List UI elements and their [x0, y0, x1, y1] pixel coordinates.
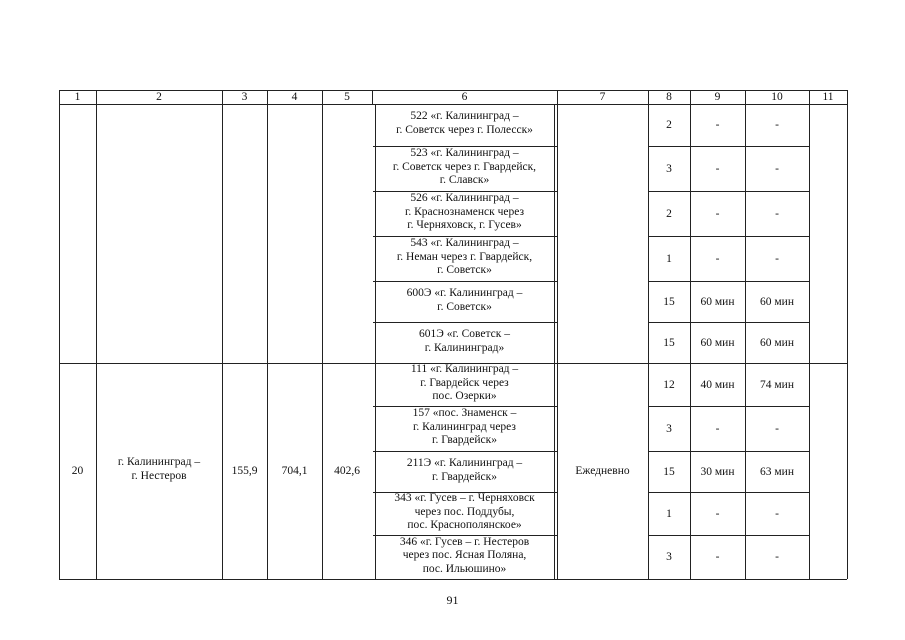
- section-name: г. Нестеров: [131, 470, 187, 482]
- route-name: пос. Ильюшино»: [422, 562, 507, 575]
- section-value-col5: 402,6: [334, 465, 360, 477]
- interval-weekday: 60 мин: [700, 336, 735, 349]
- route-name: г. Неман через г. Гвардейск,: [396, 250, 533, 263]
- column-header-8: 8: [666, 91, 672, 103]
- route-name: пос. Озерки»: [432, 390, 497, 403]
- trips-count: 3: [666, 551, 672, 563]
- interval-weekday: -: [715, 162, 720, 175]
- route-name: г. Гвардейск»: [432, 434, 497, 447]
- interval-weekend: 60 мин: [760, 295, 794, 308]
- section-value-col3: 155,9: [231, 465, 258, 477]
- interval-weekend: -: [775, 252, 779, 265]
- route-name: 601Э «г. Советск –: [418, 327, 510, 340]
- interval-weekend: 74 мин: [760, 378, 794, 391]
- route-name: 543 «г. Калининград –: [410, 237, 519, 250]
- interval-weekend: -: [775, 119, 779, 131]
- column-header-3: 3: [241, 91, 248, 103]
- value-row-border: [648, 451, 809, 452]
- interval-weekday: -: [715, 119, 720, 131]
- route-name: 526 «г. Калининград –: [410, 192, 519, 205]
- value-row-border: [648, 191, 809, 192]
- value-row-border: [648, 363, 809, 364]
- route-row-border: [373, 322, 557, 323]
- column-divider: [809, 104, 810, 579]
- interval-weekend: -: [775, 162, 779, 175]
- value-row-border: [648, 104, 809, 105]
- route-name: г. Советск через г. Гвардейск,: [392, 160, 537, 173]
- route-name: 111 «г. Калининград –: [410, 363, 519, 376]
- interval-weekday: -: [715, 207, 720, 220]
- column-header-2: 2: [156, 91, 162, 103]
- interval-weekend: -: [775, 551, 779, 563]
- column-header-11: 11: [822, 91, 834, 103]
- route-name: 346 «г. Гусев – г. Нестеров: [399, 535, 530, 548]
- route-name: г. Советск»: [437, 264, 492, 277]
- column-header-6: 6: [461, 91, 468, 103]
- interval-weekday: -: [715, 252, 720, 265]
- trips-count: 1: [666, 507, 672, 520]
- trips-count: 1: [666, 252, 672, 265]
- column-header-9: 9: [714, 91, 721, 103]
- trips-count: 3: [666, 422, 672, 435]
- trips-count: 15: [663, 295, 675, 308]
- table-bottom-border: [59, 579, 847, 580]
- value-row-border: [648, 236, 809, 237]
- route-name: 522 «г. Калининград –: [410, 110, 519, 123]
- route-name: 600Э «г. Калининград –: [406, 286, 523, 299]
- value-row-border: [648, 146, 809, 147]
- column-divider: [847, 104, 848, 579]
- column-header-5: 5: [344, 91, 350, 103]
- route-name: 211Э «г. Калининград –: [406, 456, 523, 469]
- route-name: 157 «пос. Знаменск –: [412, 407, 517, 420]
- column-divider: [96, 104, 97, 579]
- column-divider: [322, 104, 323, 579]
- trips-count: 15: [663, 336, 675, 349]
- value-row-border: [648, 322, 809, 323]
- route-name: через пос. Ясная Поляна,: [402, 549, 527, 562]
- column-divider: [222, 104, 223, 579]
- column-header-4: 4: [291, 91, 298, 103]
- interval-weekend: -: [775, 507, 779, 520]
- interval-weekend: -: [775, 422, 779, 435]
- column-header-10: 10: [771, 91, 783, 103]
- trips-count: 2: [666, 207, 672, 220]
- column-header-1: 1: [74, 91, 81, 103]
- section-schedule: Ежедневно: [575, 465, 630, 477]
- interval-weekday: 30 мин: [700, 465, 735, 478]
- route-name: 523 «г. Калининград –: [410, 147, 519, 160]
- column-header-7: 7: [599, 91, 606, 103]
- column-divider: [59, 104, 60, 579]
- route-row-border: [373, 451, 557, 452]
- section-name: г. Калининград –: [117, 456, 201, 469]
- trips-count: 12: [663, 378, 675, 391]
- route-name: г. Гвардейск»: [432, 470, 497, 483]
- trips-count: 15: [663, 465, 675, 478]
- route-row-border: [373, 281, 557, 282]
- route-name: г. Черняховск, г. Гусев»: [407, 219, 522, 232]
- route-name: пос. Краснополянское»: [407, 519, 522, 532]
- column-divider: [557, 104, 558, 579]
- trips-count: 2: [666, 119, 672, 131]
- section-number: 20: [71, 465, 84, 477]
- interval-weekday: -: [715, 422, 720, 435]
- route-name: г. Гвардейск через: [420, 376, 509, 389]
- header-divider: [847, 90, 848, 104]
- value-row-border: [648, 535, 809, 536]
- value-row-border: [648, 492, 809, 493]
- route-name: г. Славск»: [439, 174, 490, 187]
- route-name: через пос. Поддубы,: [414, 505, 515, 518]
- route-name: г. Калининград через: [413, 420, 516, 433]
- interval-weekend: 63 мин: [760, 465, 794, 478]
- trips-count: 3: [666, 162, 672, 175]
- value-row-border: [648, 406, 809, 407]
- route-name: г. Советск»: [437, 300, 492, 313]
- interval-weekend: -: [775, 207, 779, 220]
- column-divider: [267, 104, 268, 579]
- route-name: г. Советск через г. Полесск»: [396, 124, 533, 136]
- interval-weekday: -: [715, 507, 720, 520]
- section-value-col4: 704,1: [281, 465, 308, 477]
- interval-weekday: 60 мин: [700, 295, 735, 308]
- value-row-border: [648, 281, 809, 282]
- interval-weekday: -: [715, 551, 720, 563]
- route-name: г. Калининград»: [424, 341, 505, 354]
- interval-weekend: 60 мин: [760, 336, 794, 349]
- page-number: 91: [446, 593, 459, 607]
- route-name: 343 «г. Гусев – г. Черняховск: [394, 492, 535, 505]
- interval-weekday: 40 мин: [700, 378, 735, 391]
- route-name: г. Краснознаменск через: [404, 205, 525, 218]
